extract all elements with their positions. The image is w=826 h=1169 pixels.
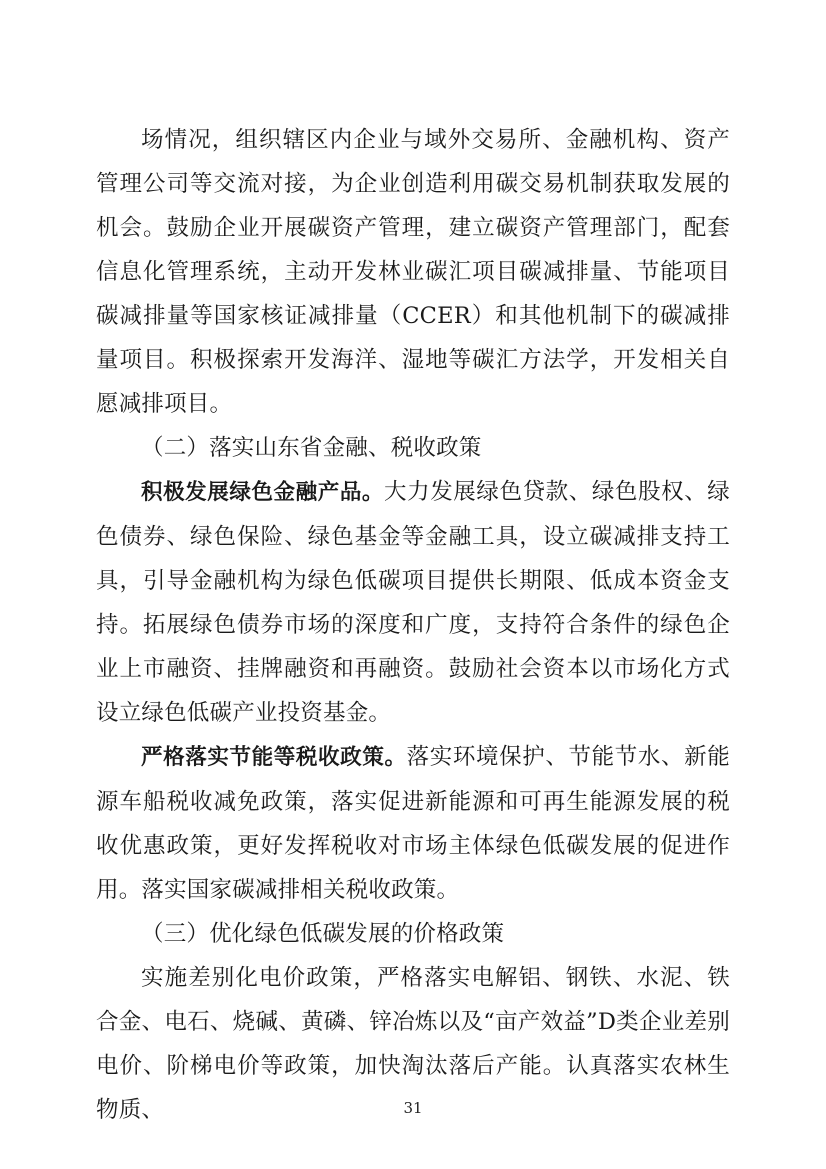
paragraph-2-body: 大力发展绿色贷款、绿色股权、绿色债券、绿色保险、绿色基金等金融工具，设立碳减排支持工具，引导金融机构为绿色低碳项目提供长期限、低成本资金支持。拓展绿色债券市场的深度和广度，支持符合条件的绿色企业上市融资、挂牌融资和再融资。鼓励社会资本以市场化方式设立绿色低碳产业投资基金。 bbox=[96, 479, 730, 726]
paragraph-3-body: 落实环境保护、节能节水、新能源车船税收减免政策，落实促进新能源和可再生能源发展的税收优惠政策，更好发挥税收对市场主体绿色低碳发展的促进作用。落实国家碳减排相关税收政策。 bbox=[96, 744, 730, 903]
section-heading-2: （三）优化绿色低碳发展的价格政策 bbox=[141, 921, 505, 947]
paragraph-1: 场情况，组织辖区内企业与域外交易所、金融机构、资产管理公司等交流对接，为企业创造利用碳交易机制获取发展的机会。鼓励企业开展碳资产管理，建立碳资产管理部门，配套信息化管理系统，主动开发林业碳汇项目碳减排量、节能项目碳减排量等国家核证减排量（CCER）和其他机制下的碳减排量项目。积极探索开发海洋、湿地等碳汇方法学，开发相关自愿减排项目。 bbox=[96, 127, 730, 417]
section-heading-1: （二）落实山东省金融、税收政策 bbox=[141, 435, 482, 461]
paragraph-2 bbox=[96, 470, 730, 735]
paragraph-3-lead: 严格落实节能等税收政策。 bbox=[141, 745, 407, 770]
paragraph-2-lead: 积极发展绿色金融产品。 bbox=[141, 480, 385, 505]
paragraph-3 bbox=[96, 735, 730, 912]
paragraph-4: 实施差别化电价政策，严格落实电解铝、钢铁、水泥、铁合金、电石、烧碱、黄磷、锌冶炼以及“亩产效益”D类企业差别电价、阶梯电价等政策，加快淘汰落后产能。认真落实农林生物质、 bbox=[96, 965, 730, 1123]
page-number: 31 bbox=[403, 1099, 423, 1117]
